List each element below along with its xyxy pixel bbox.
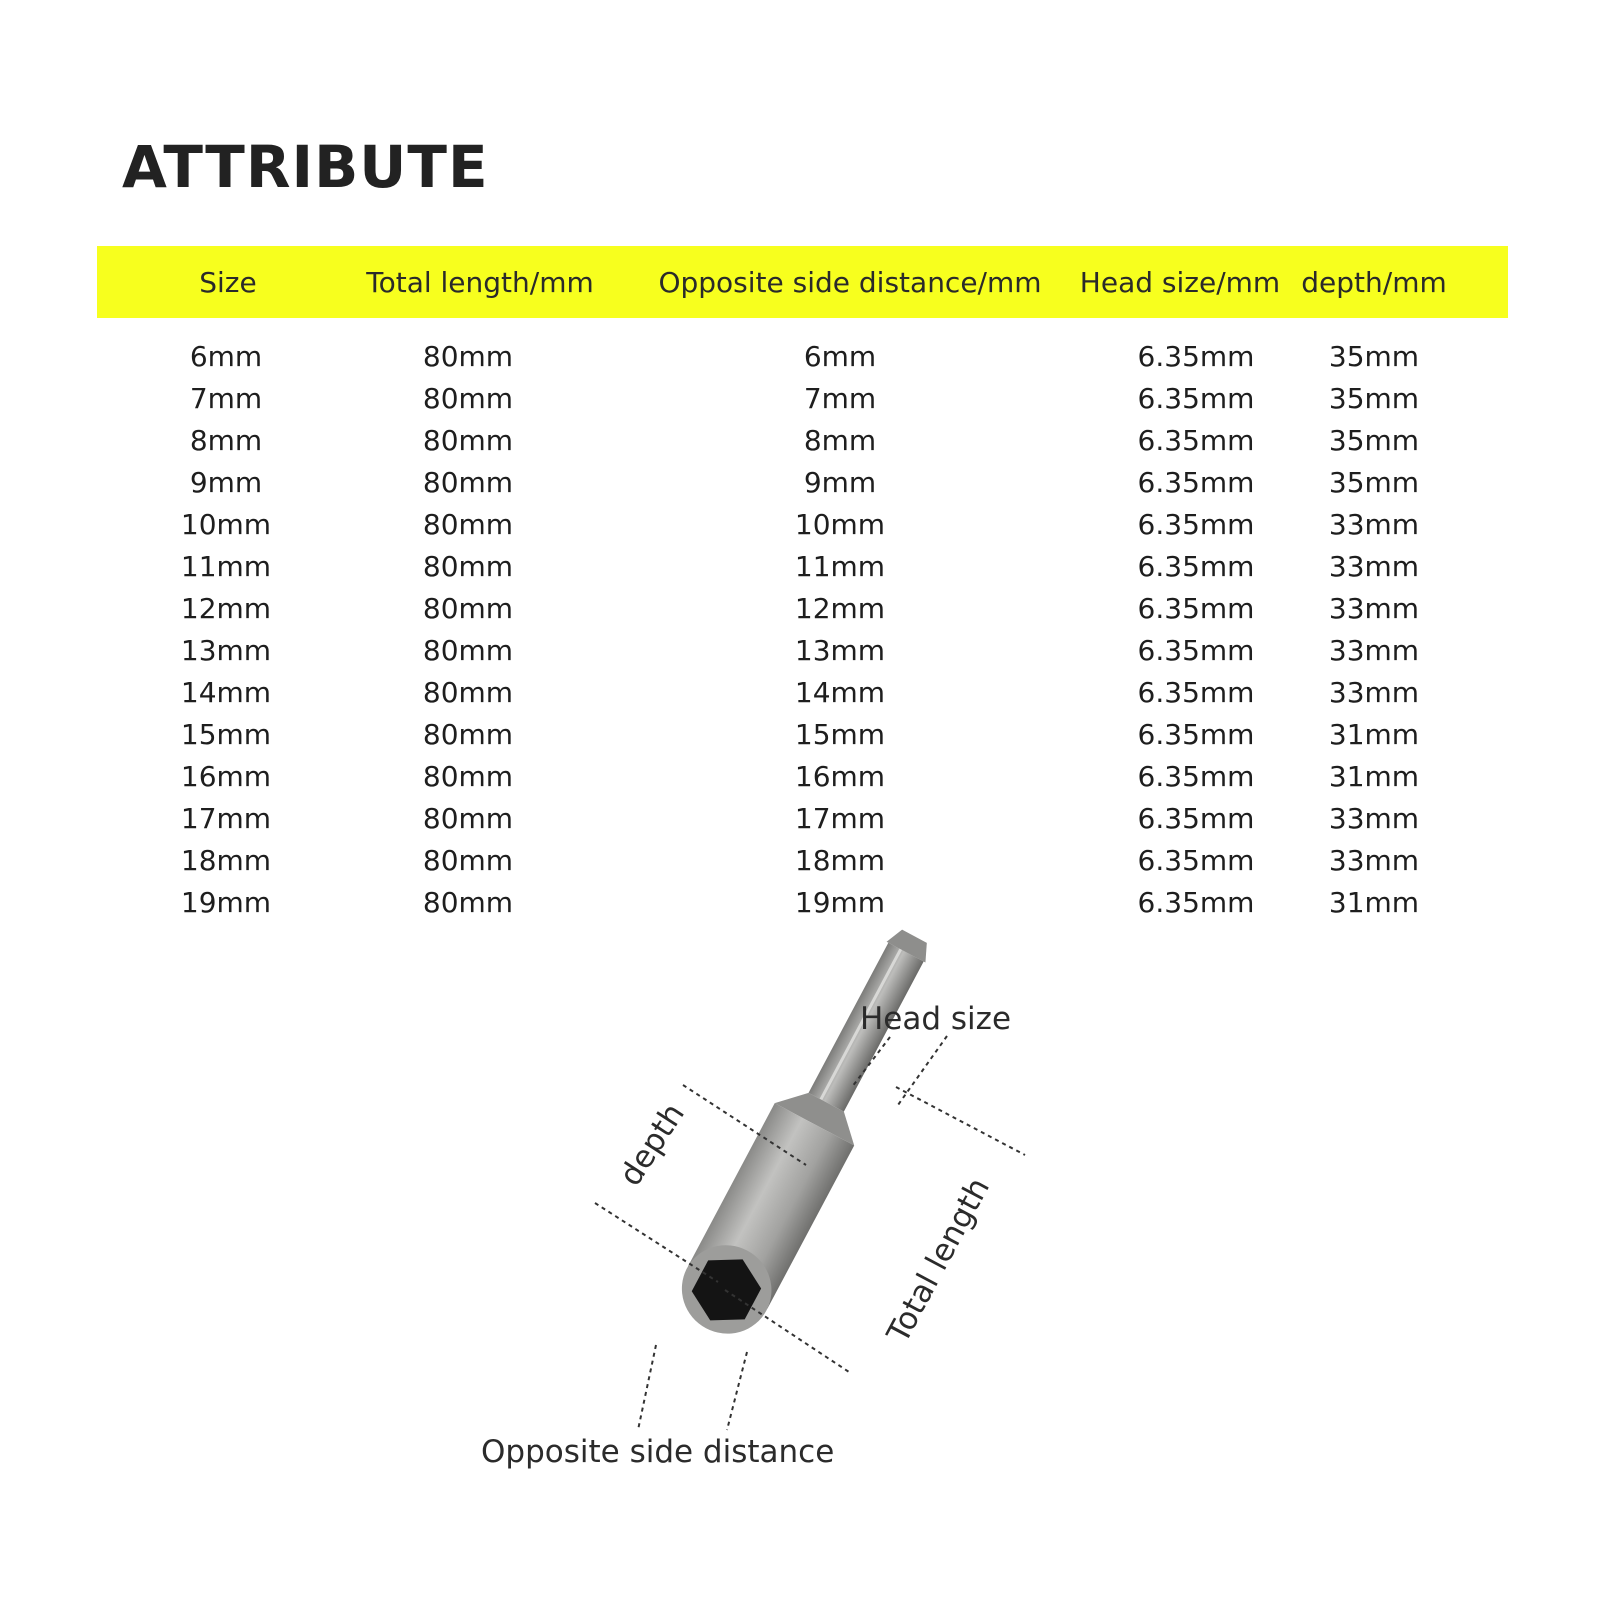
table-cell: 31mm xyxy=(1328,886,1420,919)
table-cell: 6.35mm xyxy=(1137,466,1255,499)
table-cell: 19mm xyxy=(180,886,272,919)
table-cell: 6.35mm xyxy=(1137,718,1255,751)
depth-label: depth xyxy=(612,1097,692,1193)
table-cell: 33mm xyxy=(1328,802,1420,835)
table-cell: 6.35mm xyxy=(1137,844,1255,877)
table-cell: 35mm xyxy=(1328,424,1420,457)
total-length-label: Total length xyxy=(880,1171,998,1349)
table-cell: 6.35mm xyxy=(1137,634,1255,667)
table-cell: 80mm xyxy=(422,844,514,877)
table-cell: 80mm xyxy=(422,550,514,583)
table-cell: 80mm xyxy=(422,424,514,457)
table-cell: 80mm xyxy=(422,634,514,667)
table-cell: 33mm xyxy=(1328,676,1420,709)
table-cell: 80mm xyxy=(422,508,514,541)
table-cell: 80mm xyxy=(422,760,514,793)
table-cell: 13mm xyxy=(180,634,272,667)
table-cell: 12mm xyxy=(794,592,886,625)
table-cell: 80mm xyxy=(422,886,514,919)
table-cell: 8mm xyxy=(189,424,263,457)
table-cell: 80mm xyxy=(422,802,514,835)
table-cell: 80mm xyxy=(422,592,514,625)
table-cell: 6.35mm xyxy=(1137,550,1255,583)
table-cell: 10mm xyxy=(180,508,272,541)
head-size-dash-right xyxy=(898,1036,947,1105)
table-cell: 6.35mm xyxy=(1137,508,1255,541)
table-cell: 18mm xyxy=(794,844,886,877)
table-cell: 8mm xyxy=(803,424,877,457)
table-cell: 33mm xyxy=(1328,508,1420,541)
table-header-cell: Total length/mm xyxy=(366,266,594,299)
table-cell: 6mm xyxy=(803,340,877,373)
table-cell: 6.35mm xyxy=(1137,760,1255,793)
table-cell: 31mm xyxy=(1328,718,1420,751)
table-cell: 80mm xyxy=(422,718,514,751)
opposite-side-dash-right xyxy=(727,1352,747,1430)
table-cell: 80mm xyxy=(422,382,514,415)
table-cell: 17mm xyxy=(794,802,886,835)
table-cell: 16mm xyxy=(794,760,886,793)
table-cell: 35mm xyxy=(1328,382,1420,415)
opposite-side-distance-label: Opposite side distance xyxy=(481,1434,835,1470)
table-cell: 6.35mm xyxy=(1137,340,1255,373)
head-size-label: Head size xyxy=(860,1001,1012,1037)
table-cell: 14mm xyxy=(794,676,886,709)
table-cell: 15mm xyxy=(794,718,886,751)
table-cell: 31mm xyxy=(1328,760,1420,793)
table-cell: 6mm xyxy=(189,340,263,373)
table-cell: 13mm xyxy=(794,634,886,667)
table-cell: 18mm xyxy=(180,844,272,877)
table-cell: 9mm xyxy=(189,466,263,499)
page-title: ATTRIBUTE xyxy=(122,133,489,201)
table-cell: 15mm xyxy=(180,718,272,751)
table-cell: 33mm xyxy=(1328,592,1420,625)
table-cell: 80mm xyxy=(422,676,514,709)
table-header-cell: Opposite side distance/mm xyxy=(658,266,1042,299)
table-cell: 6.35mm xyxy=(1137,424,1255,457)
table-cell: 6.35mm xyxy=(1137,382,1255,415)
table-cell: 10mm xyxy=(794,508,886,541)
table-cell: 6.35mm xyxy=(1137,592,1255,625)
table-cell: 16mm xyxy=(180,760,272,793)
table-cell: 7mm xyxy=(189,382,263,415)
table-cell: 6.35mm xyxy=(1137,676,1255,709)
table-cell: 9mm xyxy=(803,466,877,499)
table-cell: 6.35mm xyxy=(1137,802,1255,835)
table-cell: 33mm xyxy=(1328,634,1420,667)
table-cell: 17mm xyxy=(180,802,272,835)
table-cell: 7mm xyxy=(803,382,877,415)
table-cell: 33mm xyxy=(1328,550,1420,583)
opposite-side-dash-left xyxy=(638,1345,656,1430)
table-cell: 80mm xyxy=(422,466,514,499)
table-header-cell: Size xyxy=(199,266,257,299)
total-length-dash-top xyxy=(896,1087,1025,1155)
table-cell: 19mm xyxy=(794,886,886,919)
table-cell: 11mm xyxy=(794,550,886,583)
table-cell: 33mm xyxy=(1328,844,1420,877)
table-cell: 80mm xyxy=(422,340,514,373)
table-cell: 35mm xyxy=(1328,466,1420,499)
table-cell: 6.35mm xyxy=(1137,886,1255,919)
table-cell: 11mm xyxy=(180,550,272,583)
table-header-cell: Head size/mm xyxy=(1079,266,1281,299)
table-cell: 35mm xyxy=(1328,340,1420,373)
table-header-cell: depth/mm xyxy=(1301,266,1447,299)
table-cell: 14mm xyxy=(180,676,272,709)
table-cell: 12mm xyxy=(180,592,272,625)
